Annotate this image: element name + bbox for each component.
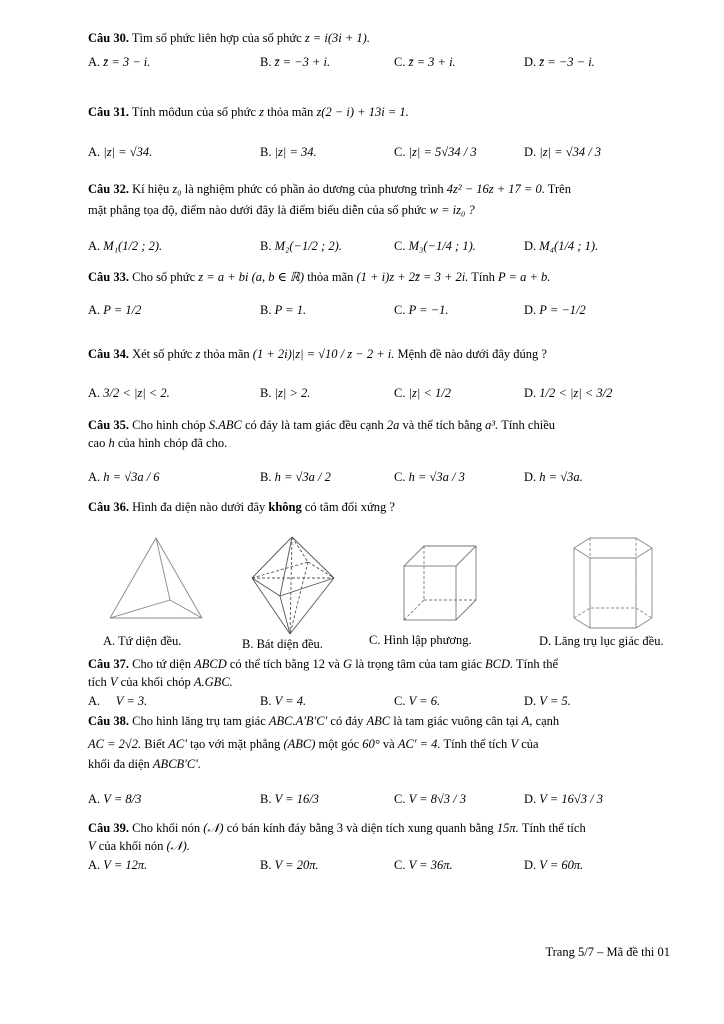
answer-c[interactable]: C. z̄ = 3 + i. [394,54,456,69]
math-expr: 60° [362,737,380,751]
answer-value: z̄ = 3 + i. [408,54,456,69]
math-expr: z [259,105,265,119]
question-label: Câu 31. [88,105,129,119]
math-expr: 2a [386,418,400,432]
question-label: Câu 38. [88,714,129,728]
answer-c[interactable]: C. Hình lập phương. [369,633,472,647]
answer-c[interactable]: C. V = 8√3 / 3 [394,791,467,806]
math-expr: AC' [168,737,187,751]
question-text: Cho tứ diện [132,657,191,671]
answer-a[interactable]: A. V = 12π. [88,857,148,872]
question-text: thỏa mãn [307,270,354,284]
answer-value: |z| = √34. [103,144,153,159]
question-37 [88,655,674,673]
answer-b[interactable]: B. Bát diện đều. [242,637,323,651]
question-text: một góc [318,737,360,751]
math-expr: h [108,436,115,450]
answers-33 [0,295,724,325]
math-expr: (1 + 2i)|z| = √10 / z − 2 + i. [252,347,395,361]
question-text: Tính thể tích [443,737,508,751]
question-text: của hình chóp đã cho. [117,436,228,450]
answers-34 [0,378,724,408]
answer-b[interactable]: B. h = √3a / 2 [260,469,331,484]
answer-value: |z| = 5√34 / 3 [408,144,477,159]
question-text: là trọng tâm của tam giác [355,657,482,671]
question-text: Trên [547,182,571,196]
question-38-line2 [88,735,674,753]
math-expr: a³. [485,418,499,432]
answer-b[interactable]: B. V = 20π. [260,857,319,872]
answer-d[interactable]: D. M₄(1/4 ; 1). [524,238,599,253]
question-text: tạo với mặt phẳng [190,737,281,751]
answer-value: 3/2 < |z| < 2. [103,385,170,400]
math-expr: BCD. [485,657,514,671]
question-text: cao [88,436,106,450]
math-expr: ABCB'C'. [152,757,201,771]
answer-value: V = 12π. [103,857,148,872]
question-label: Câu 34. [88,347,129,361]
question-35 [88,416,674,434]
tetrahedron-figure [104,534,208,626]
answer-value: M₃(−1/4 ; 1). [408,238,476,253]
answer-value: V = 20π. [274,857,319,872]
question-text: mặt phẳng tọa độ, điểm nào dưới đây là điểm biểu diễn của số phức [88,203,427,217]
question-36 [88,498,674,516]
question-text: có bán kính đáy bằng 3 và diện tích xung quanh bằng [226,821,494,835]
answer-b[interactable]: B. P = 1. [260,302,307,317]
answers-31 [0,137,724,167]
question-label: Câu 37. [88,657,129,671]
question-text: tích [88,675,107,689]
question-34 [88,345,674,363]
math-expr: w = iz₀ ? [429,203,475,217]
answer-value: P = −1/2 [539,302,586,317]
answer-a[interactable]: A. |z| = √34. [88,144,153,159]
answer-value: P = −1. [408,302,449,317]
answer-value: |z| < 1/2 [408,385,451,400]
question-label: Câu 36. [88,500,129,514]
question-text: Tính thể [516,657,559,671]
question-text: Tính thể tích [521,821,586,835]
answer-d[interactable]: D. Lăng trụ lục giác đều. [539,634,664,648]
question-text: có đáy [330,714,364,728]
answer-value: V = 5. [539,693,571,708]
answer-value: h = √3a / 6 [103,469,160,484]
answer-a[interactable]: A. V = 8/3 [88,791,142,806]
answers-39 [0,850,724,880]
math-expr: AC = 2√2. [88,737,142,751]
answer-d[interactable]: D. 1/2 < |z| < 3/2 [524,385,613,400]
answer-value: h = √3a. [539,469,583,484]
question-text: Mệnh đề nào dưới đây đúng ? [397,347,547,361]
answer-b[interactable]: B. z̄ = −3 + i. [260,54,331,69]
answer-value: 1/2 < |z| < 3/2 [539,385,613,400]
answer-b[interactable]: B. V = 16/3 [260,791,319,806]
question-text: Tính [471,270,495,284]
answer-value: z̄ = −3 − i. [539,54,595,69]
answer-a[interactable]: A. Tứ diện đều. [103,634,182,648]
answer-d[interactable]: D. V = 5. [524,693,571,708]
question-label: Câu 32. [88,182,129,196]
answer-b[interactable]: B. V = 4. [260,693,307,708]
answer-value: V = 16/3 [274,791,319,806]
question-emphasis: không [268,500,302,514]
answer-value: z̄ = 3 − i. [103,54,151,69]
question-31 [88,103,674,121]
question-text: của khối nón [98,839,164,853]
answer-c[interactable]: C. M₃(−1/4 ; 1). [394,238,476,253]
answer-a[interactable]: A. V = 3. [88,693,148,708]
cube-figure [400,544,480,628]
math-expr: V [109,675,118,689]
answer-c[interactable]: C. V = 6. [394,693,441,708]
octahedron-figure [244,534,340,638]
question-text: là tam giác vuông cân tại [393,714,519,728]
answer-a[interactable]: A. P = 1/2 [88,302,142,317]
answer-value: h = √3a / 2 [274,469,331,484]
math-expr: z = i(3i + 1). [304,31,370,45]
math-expr: ABC [366,714,391,728]
question-label: Câu 33. [88,270,129,284]
question-label: Câu 35. [88,418,129,432]
answer-d[interactable]: D. z̄ = −3 − i. [524,54,595,69]
question-text: Tính môđun của số phức [131,105,257,119]
answer-value: P = 1/2 [103,302,142,317]
question-label: Câu 39. [88,821,129,835]
question-30 [88,29,674,47]
answer-value: V = 8/3 [103,791,142,806]
answer-value: V = 3. [115,693,148,708]
math-expr: AC' = 4. [397,737,441,751]
answer-b[interactable]: B. M₂(−1/2 ; 2). [260,238,342,253]
question-text: Cho hình chóp [132,418,206,432]
math-expr: G [343,657,353,671]
hexagonal-prism-figure [570,534,656,634]
answers-32 [0,231,724,261]
math-expr: S.ABC [208,418,242,432]
question-text: thỏa mãn [203,347,250,361]
answer-c[interactable]: C. h = √3a / 3 [394,469,465,484]
question-text: và [382,737,395,751]
math-expr: (ABC) [283,737,316,751]
question-text: và thể tích bằng [402,418,483,432]
question-text: khối đa diện [88,757,150,771]
question-32-line2 [88,201,674,219]
question-text: cạnh [535,714,560,728]
answer-a[interactable]: A. M₁(1/2 ; 2). [88,238,163,253]
answer-a[interactable]: A. 3/2 < |z| < 2. [88,385,170,400]
answer-value: h = √3a / 3 [408,469,465,484]
question-text: Hình đa diện nào dưới đây [132,500,266,514]
math-expr: V [88,839,96,853]
math-expr: 15π. [496,821,519,835]
question-text: của khối chóp [120,675,191,689]
answers-30 [0,47,724,77]
answer-b[interactable]: B. |z| > 2. [260,385,311,400]
question-text: có tâm đối xứng ? [304,500,395,514]
answer-c[interactable]: C. |z| = 5√34 / 3 [394,144,477,159]
math-expr: (1 + i)z + 2z̄ = 3 + 2i. [356,270,469,284]
question-text: Kí hiệu [132,182,170,196]
question-38-line3 [88,755,674,773]
answer-value: V = 16√3 / 3 [539,791,603,806]
answer-d[interactable]: D. |z| = √34 / 3 [524,144,602,159]
answer-value: M₄(1/4 ; 1). [539,238,599,253]
answer-b[interactable]: B. |z| = 34. [260,144,317,159]
answer-value: V = 36π. [408,857,453,872]
math-expr: ABCD [194,657,227,671]
answer-value: P = 1. [274,302,307,317]
question-text: Cho số phức [132,270,196,284]
answer-value: V = 6. [408,693,441,708]
math-expr: z = a + bi (a, b ∈ ℝ) [198,270,305,284]
answers-38 [0,784,724,814]
question-33 [88,268,674,286]
answer-c[interactable]: C. V = 36π. [394,857,453,872]
answer-value: V = 60π. [539,857,584,872]
question-text: Tính chiều [501,418,555,432]
question-text: có thể tích bằng 12 và [229,657,340,671]
question-35-line2 [88,434,674,452]
answer-value: V = 4. [274,693,307,708]
question-text: là nghiệm phức có phần ảo dương của phương trình [184,182,444,196]
answer-value: |z| = 34. [274,144,317,159]
question-text: Cho hình lăng trụ tam giác [132,714,266,728]
page-footer: Trang 5/7 – Mã đề thi 01 [545,945,670,959]
question-38 [88,712,674,730]
math-expr: A.GBC. [193,675,233,689]
math-expr: z [195,347,201,361]
answer-value: z̄ = −3 + i. [274,54,331,69]
question-text: của [521,737,539,751]
answer-a[interactable]: A. z̄ = 3 − i. [88,54,151,69]
answer-value: |z| > 2. [274,385,311,400]
question-39 [88,819,674,837]
math-expr: (𝒩). [166,839,190,853]
answer-value: M₂(−1/2 ; 2). [274,238,342,253]
question-text: thỏa mãn [267,105,314,119]
answer-value: M₁(1/2 ; 2). [103,238,163,253]
answer-d[interactable]: D. P = −1/2 [524,302,586,317]
math-expr: z₀ [172,182,182,196]
answer-d[interactable]: D. V = 16√3 / 3 [524,791,603,806]
math-expr: P = a + b. [498,270,551,284]
question-text: Cho khối nón [132,821,201,835]
answer-value: V = 8√3 / 3 [408,791,467,806]
question-text: Xét số phức [132,347,193,361]
math-expr: z(2 − i) + 13i = 1. [316,105,409,119]
math-expr: V [510,737,519,751]
answer-a[interactable]: A. h = √3a / 6 [88,469,160,484]
question-label: Câu 30. [88,31,129,45]
answer-c[interactable]: C. P = −1. [394,302,449,317]
answer-c[interactable]: C. |z| < 1/2 [394,385,451,400]
answers-35 [0,462,724,492]
math-expr: ABC.A'B'C' [268,714,328,728]
math-expr: 4z² − 16z + 17 = 0. [446,182,545,196]
question-32 [88,180,674,198]
question-text: Biết [144,737,166,751]
answer-d[interactable]: D. V = 60π. [524,857,584,872]
answer-value: |z| = √34 / 3 [539,144,602,159]
question-text: có đáy là tam giác đều cạnh [244,418,384,432]
math-expr: A, [521,714,533,728]
answer-d[interactable]: D. h = √3a. [524,469,583,484]
question-text: Tìm số phức liên hợp của số phức [131,31,302,45]
math-expr: (𝒩) [203,821,224,835]
